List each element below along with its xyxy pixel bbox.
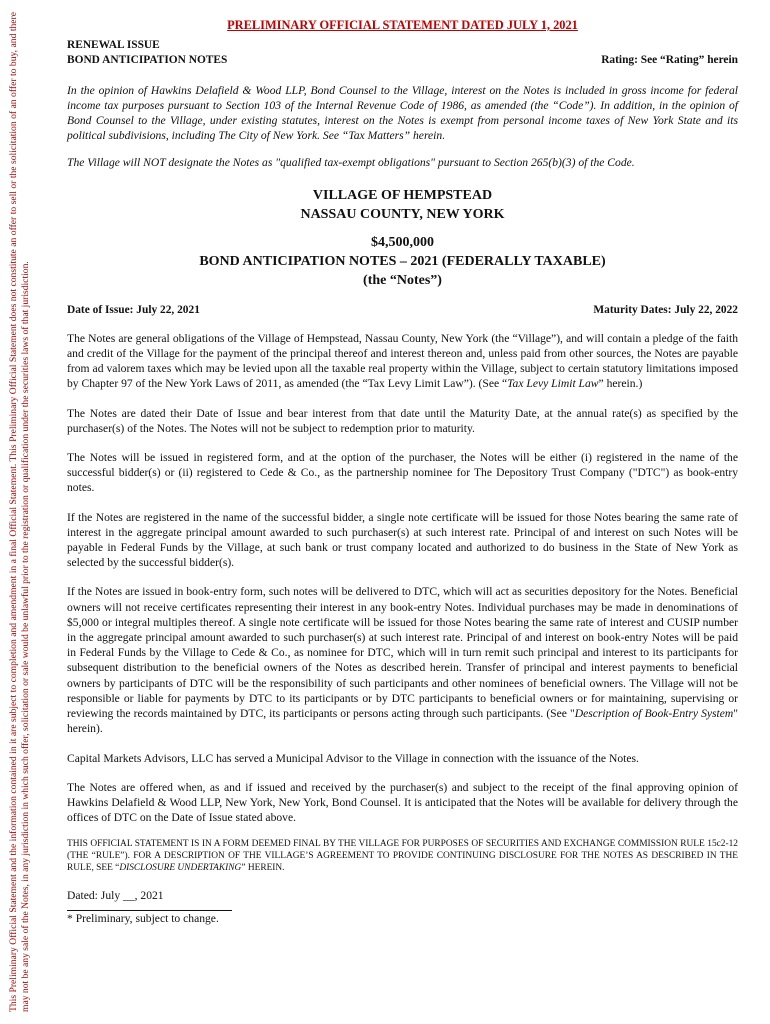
paragraph-successful-bidder: If the Notes are registered in the name of the successful bidder, a single note certificate will be issued for those Notes bearing the same rate of interest in the aggregate principal amount awarded to such purchaser(s) at such interest rate. Principal of and interest on such Notes will be payable in Federal Funds by the Village, at such bank or trust company located and authorized to do business in the State of New York as selected by the successful bidder(s). [67, 510, 738, 570]
paragraph-1-text: The Notes are general obligations of the Village of Hempstead, Nassau County, New York (the “Village”), and will contain a pledge of the faith and credit of the Village for the payment of the principal thereof and interest thereon and, unless paid from other sources, the Notes are payable from ad valorem taxes which may be levied upon all the taxable real property within the Village, subject to certain statutory limitations imposed by Chapter 97 of the New York Laws of 2011, as amended (the “Tax Levy Limit Law”). (See “ [67, 331, 738, 391]
issuer-county: NASSAU COUNTY, NEW YORK [300, 206, 505, 222]
disclaimer-tail: ” HEREIN. [241, 863, 285, 874]
rule-disclaimer [67, 838, 738, 874]
header-row [67, 53, 738, 68]
maturity-date: Maturity Dates: July 22, 2022 [593, 303, 738, 316]
dates-row [67, 303, 738, 318]
paragraph-5-text: If the Notes are issued in book-entry form, such notes will be delivered to DTC, which will act as securities depository for the Notes. Beneficial owners will not receive certificates representing their interest in any book-entry Notes. Individual purchases may be made in denominations of $5,000 or integral multiples thereof. A single note certificate will be issued for those Notes bearing the same rate of interest and CUSIP number in the aggregate principal amount awarded to such purchaser(s) at such interest rate. Principal of and interest on book-entry Notes will be paid in Federal Funds by the Village to Cede & Co., as nominee for DTC, which will in turn remit such principal and interest to its participants for subsequent distribution to the beneficial owners of the Notes as described herein. Transfer of principal and interest payments to beneficial owners by participants of DTC will be the responsibility of such participants and other nominees of beneficial owners. The Village will not be responsible or liable for payments by DTC to its participants or by DTC participants to beneficial owners or for maintaining, supervising or reviewing the records maintained by DTC, its participants or persons acting through such participants. (See " [67, 585, 738, 721]
renewal-issue-label: RENEWAL ISSUE [67, 39, 160, 52]
paragraph-municipal-advisor: Capital Markets Advisors, LLC has served a Municipal Advisor to the Village in connection with the issuance of the Notes. [67, 751, 639, 765]
official-statement-page [67, 18, 738, 926]
date-of-issue: Date of Issue: July 22, 2021 [67, 303, 200, 316]
bond-notes-label: BOND ANTICIPATION NOTES [67, 54, 228, 67]
disclaimer-text: THIS OFFICIAL STATEMENT IS IN A FORM DEEMED FINAL BY THE VILLAGE FOR PURPOSES OF SECURITIES AND EXCHANGE COMMISSION RULE 15c2-12 (THE “RULE”). FOR A DESCRIPTION OF THE VILLAGE’S AGREEMENT TO PROVIDE CONTINUING DISCLOSURE FOR THE NOTES AS DESCRIBED IN THE RULE, SEE “ [67, 839, 738, 874]
paragraph-general-obligations [67, 331, 738, 392]
paragraph-1-tail: ” herein.) [598, 377, 643, 391]
paragraph-offering: The Notes are offered when, as and if issued and received by the purchaser(s) and subject to the receipt of the final approving opinion of Hawkins Delafield & Wood LLP, New York, New York, Bond Counsel. It is anticipated that the Notes will be available for delivery through the offices of DTC on the Date of Issue stated above. [67, 780, 738, 825]
issue-title: BOND ANTICIPATION NOTES – 2021 (FEDERALLY TAXABLE) [199, 253, 606, 269]
issue-amount: $4,500,000 [371, 234, 434, 250]
dated-line: Dated: July __, 2021 [67, 889, 164, 903]
paragraph-5-tail: " herein). [67, 707, 739, 736]
disclosure-undertaking-reference: DISCLOSURE UNDERTAKING [119, 863, 242, 874]
tax-opinion: In the opinion of Hawkins Delafield & Wood LLP, Bond Counsel to the Village, interest on the Notes is included in gross income for federal income tax purposes pursuant to Section 103 of the Internal Revenue Code of 1986, as amended (the “Code”). In addition, in the opinion of Bond Counsel to the Village, under existing statutes, interest on the Notes is exempt from personal income taxes of New York State and its political subdivisions, including The City of New York. See “Tax Matters” herein. [67, 83, 738, 143]
preliminary-heading: PRELIMINARY OFFICIAL STATEMENT DATED JULY 1, 2021 [227, 18, 578, 32]
paragraph-book-entry [67, 584, 738, 736]
tax-levy-reference: Tax Levy Limit Law [507, 377, 599, 391]
issuer-name: VILLAGE OF HEMPSTEAD [312, 187, 493, 203]
issue-short-name: (the “Notes”) [363, 272, 442, 288]
tax-designation: The Village will NOT designate the Notes as "qualified tax-exempt obligations" pursuant to Section 265(b)(3) of the Code. [67, 156, 635, 170]
paragraph-dated: The Notes are dated their Date of Issue and bear interest from that date until the Maturity Date, at the annual rate(s) as specified by the purchaser(s) of the Notes. The Notes will not be subject to redemption prior to maturity. [67, 406, 738, 435]
side-legal-notice: This Preliminary Official Statement and the information contained in it are subject to completion and amendment in a final Official Statement. This Preliminary Official Statement does not constitute an offer to sell or the solicitation of an offer to buy, and there may not be any sale of the Notes, in any jurisdiction in which such offer, solicitation or sale would be unlawful prior to the registration or qualification under the securities laws of that jurisdiction. [8, 12, 31, 1012]
footnote: * Preliminary, subject to change. [67, 911, 219, 925]
book-entry-reference: Description of Book-Entry System [574, 707, 734, 721]
rating-label: Rating: See “Rating” herein [601, 54, 738, 67]
paragraph-registered-form: The Notes will be issued in registered form, and at the option of the purchaser, the Notes will be either (i) registered in the name of the successful bidder(s) or (ii) registered to Cede & Co., as the partnership nominee for The Depository Trust Company ("DTC") as book-entry notes. [67, 451, 738, 495]
